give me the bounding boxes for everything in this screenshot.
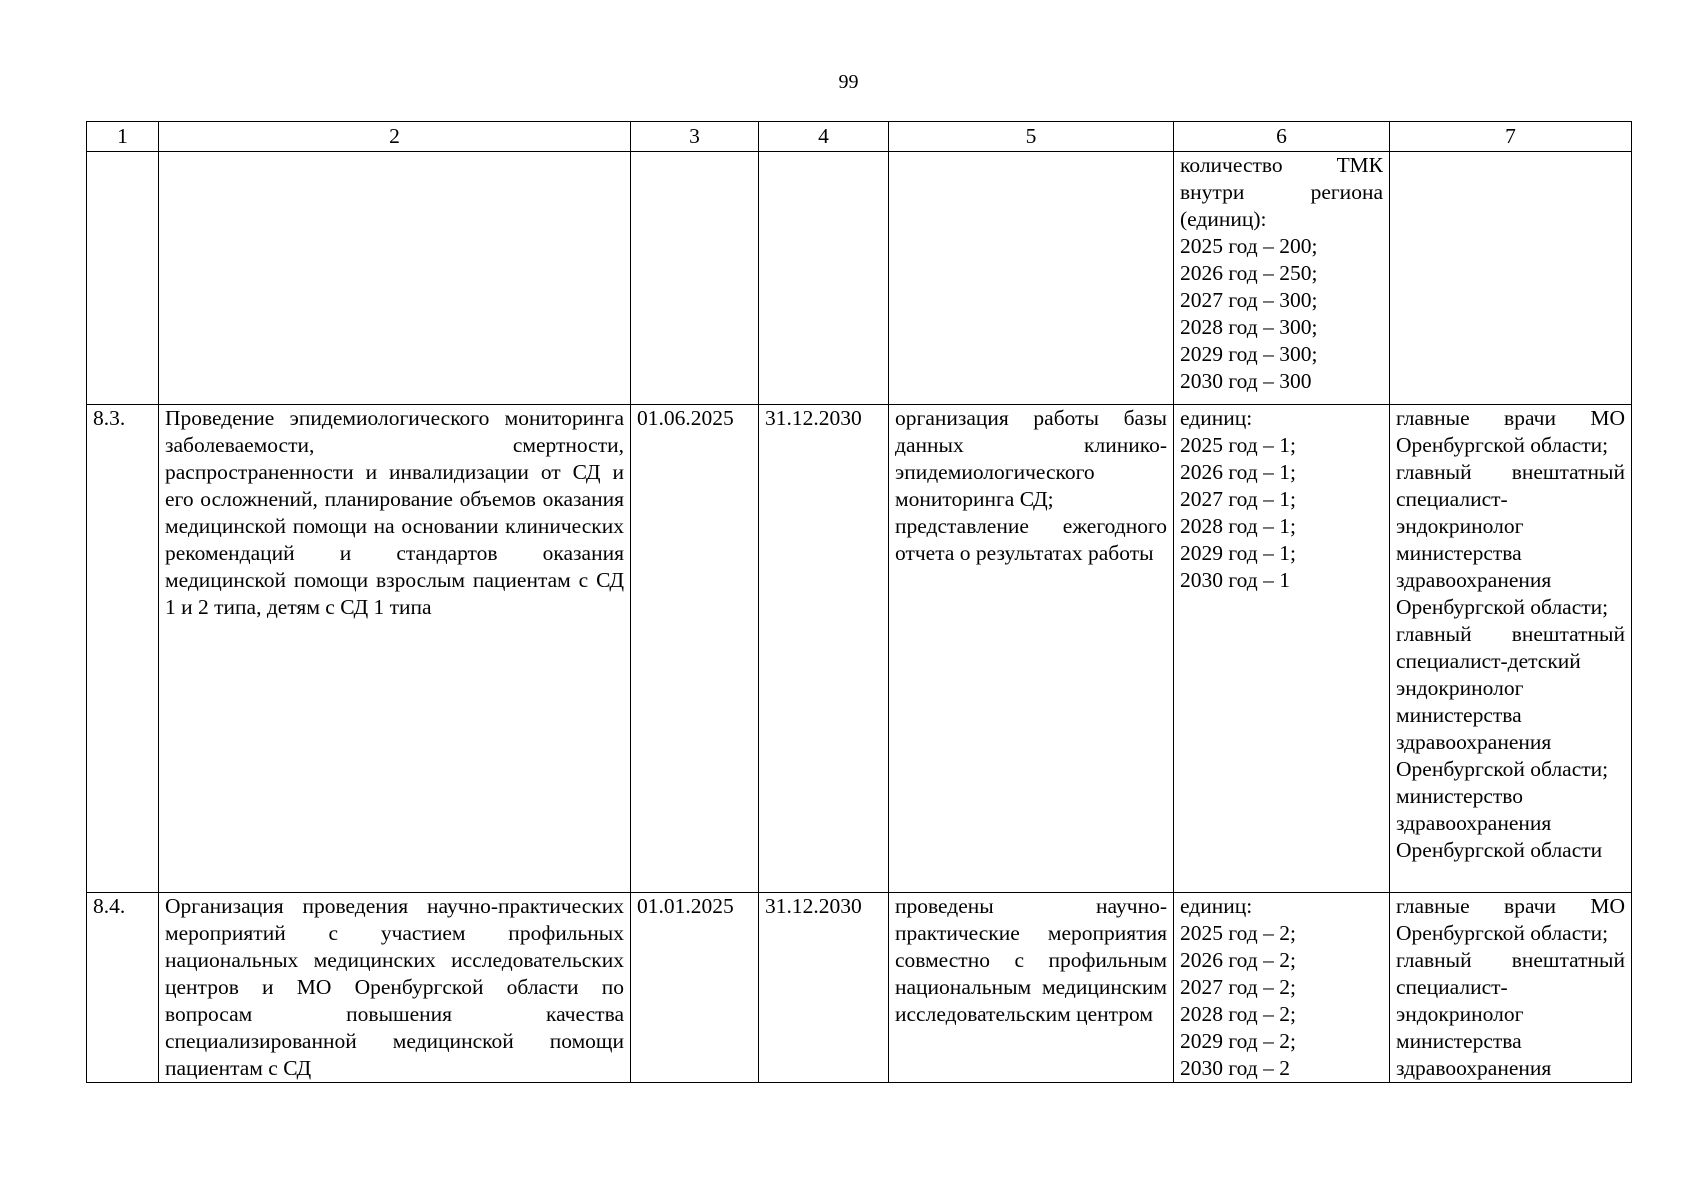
row-number-cell [87,152,159,405]
end-date-cell: 31.12.2030 [759,405,889,893]
result-cell: организация работы базы данных клинико-эпидемиологического мониторинга СД; представление ежегодного отчета о результатах работы [889,405,1174,893]
column-header-1: 1 [87,122,159,152]
column-header-6: 6 [1174,122,1390,152]
row-number-cell: 8.3. [87,405,159,893]
table-row [87,405,1632,893]
end-date-cell: 31.12.2030 [759,893,889,1083]
start-date-cell: 01.06.2025 [631,405,759,893]
activity-cell [159,152,631,405]
result-cell [889,152,1174,405]
table-row [87,893,1632,1083]
responsible-cell [1390,152,1632,405]
activity-plan-table [86,121,1632,1083]
column-header-2: 2 [159,122,631,152]
responsible-cell: главные врачи МО Оренбургской области; главный внештатный специалист-эндокринолог министерства здравоохранения [1390,893,1632,1083]
indicator-cell: количество ТМК внутри региона (единиц): 2025 год – 200; 2026 год – 250; 2027 год – 300; 2028 год – 300; 2029 год – 300; 2030 год – 300 [1174,152,1390,405]
row-number-cell: 8.4. [87,893,159,1083]
result-cell: проведены научно-практические мероприятия совместно с профильным национальным медицинским исследовательским центром [889,893,1174,1083]
column-header-3: 3 [631,122,759,152]
column-header-4: 4 [759,122,889,152]
end-date-cell [759,152,889,405]
responsible-cell: главные врачи МО Оренбургской области; главный внештатный специалист-эндокринолог министерства здравоохранения Оренбургской области; главный внештатный специалист-детский эндокринолог министерства здравоохранения Оренбургской области; министерство здравоохранения Оренбургской области [1390,405,1632,893]
activity-cell: Организация проведения научно-практических мероприятий с участием профильных национальных медицинских исследовательских центров и МО Оренбургской области по вопросам повышения качества специализированной медицинской помощи пациентам с СД [159,893,631,1083]
start-date-cell: 01.01.2025 [631,893,759,1083]
start-date-cell [631,152,759,405]
table-row [87,152,1632,405]
activity-cell: Проведение эпидемиологического мониторинга заболеваемости, смертности, распространенности и инвалидизации от СД и его осложнений, планирование объемов оказания медицинской помощи на основании клинических рекомендаций и стандартов оказания медицинской помощи взрослым пациентам с СД 1 и 2 типа, детям с СД 1 типа [159,405,631,893]
page-number: 99 [838,71,859,93]
table-header-row [87,122,1632,152]
indicator-cell: единиц: 2025 год – 1; 2026 год – 1; 2027 год – 1; 2028 год – 1; 2029 год – 1; 2030 год – 1 [1174,405,1390,893]
column-header-7: 7 [1390,122,1632,152]
column-header-5: 5 [889,122,1174,152]
indicator-cell: единиц: 2025 год – 2; 2026 год – 2; 2027 год – 2; 2028 год – 2; 2029 год – 2; 2030 год – 2 [1174,893,1390,1083]
